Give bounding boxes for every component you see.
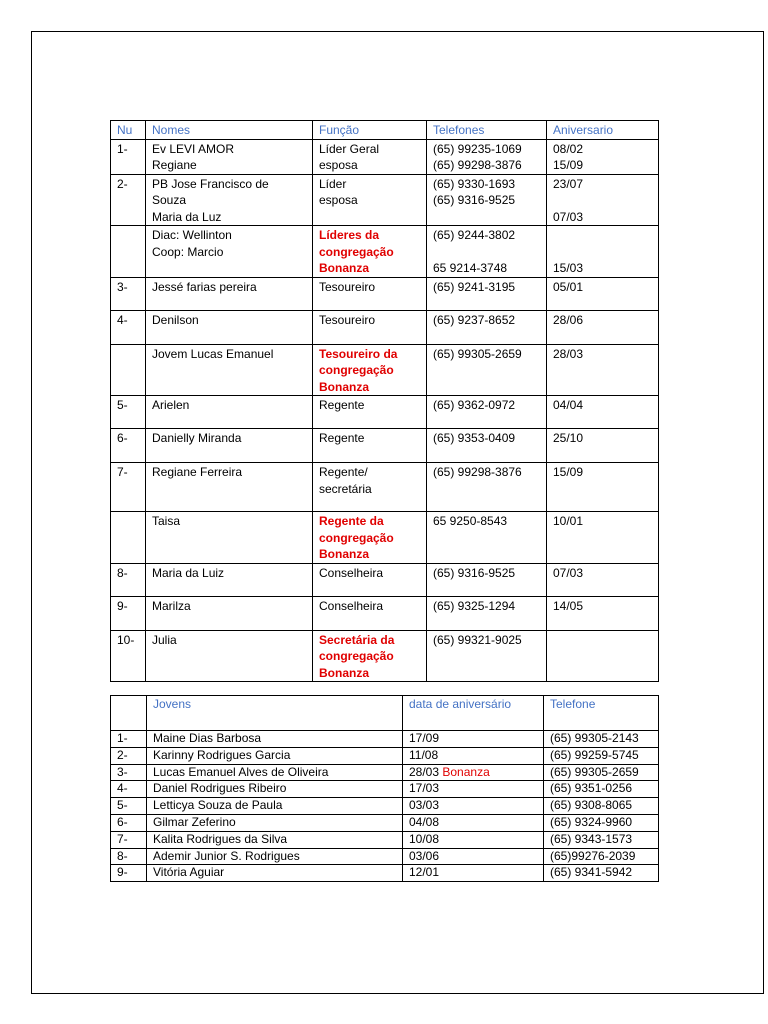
youth-cell-telefone: (65) 9343-1573 (544, 831, 659, 848)
youth-cell-data (403, 798, 544, 815)
youth-cell-nome: Vitória Aguiar (147, 865, 403, 882)
youth-date: 10/08 (409, 831, 440, 846)
youth-table-row (111, 814, 659, 831)
cell-funcao (313, 512, 427, 564)
cell-funcao (313, 139, 427, 174)
cell-telefones-line: (65) 9316-9525 (433, 193, 516, 207)
youth-date: 17/03 (409, 781, 440, 796)
youth-cell-nu: 8- (111, 848, 147, 865)
cell-funcao-line: Bonanza (319, 379, 370, 394)
leaders-table-row (111, 310, 659, 344)
cell-telefones-line: (65) 9241-3195 (433, 279, 516, 294)
cell-telefones-line: (65) 99321-9025 (433, 632, 522, 647)
cell-telefones (427, 344, 547, 396)
youth-cell-nu: 6- (111, 814, 147, 831)
cell-funcao (313, 429, 427, 463)
cell-telefones-line: (65) 9237-8652 (433, 312, 516, 327)
cell-aniversario-line: 04/04 (553, 398, 584, 412)
cell-funcao-line: Tesoureiro (319, 279, 376, 294)
youth-cell-nome: Ademir Junior S. Rodrigues (147, 848, 403, 865)
youth-table-row (111, 764, 659, 781)
cell-nu (111, 226, 146, 278)
cell-telefones (427, 277, 547, 310)
youth-cell-telefone: (65) 9324-9960 (544, 814, 659, 831)
youth-cell-data (403, 731, 544, 748)
cell-telefones (427, 429, 547, 463)
cell-funcao (313, 630, 427, 682)
youth-cell-nome: Lucas Emanuel Alves de Oliveira (147, 764, 403, 781)
cell-nu (111, 344, 146, 396)
cell-telefones (427, 630, 547, 682)
youth-cell-telefone: (65) 9351-0256 (544, 781, 659, 798)
cell-telefones-line: (65) 9353-0409 (433, 431, 516, 445)
cell-aniversario-line: 23/07 (553, 176, 584, 191)
cell-telefones-line (433, 244, 540, 261)
cell-nu: 9- (111, 596, 146, 630)
cell-funcao-line: Conselheira (319, 565, 384, 580)
cell-nomes-line: Julia (152, 632, 177, 647)
cell-funcao-line: Conselheira (319, 598, 384, 613)
cell-funcao (313, 563, 427, 596)
youth-cell-data (403, 781, 544, 798)
cell-telefones (427, 563, 547, 596)
cell-telefones-line: (65) 9244-3802 (433, 228, 516, 242)
cell-funcao-line: Regente/ (319, 465, 368, 479)
youth-header-row (111, 696, 659, 731)
leaders-table (110, 120, 659, 682)
cell-funcao-line: Líderes da (319, 228, 380, 242)
youth-date: 03/06 (409, 848, 440, 863)
cell-funcao (313, 344, 427, 396)
cell-aniversario-line: 15/03 (553, 261, 584, 275)
cell-aniversario-line: 15/09 (553, 465, 584, 479)
cell-aniversario-line: 07/03 (553, 209, 584, 224)
cell-nu (111, 512, 146, 564)
leaders-table-row (111, 344, 659, 396)
cell-nomes-line: Maria da Luiz (152, 565, 225, 580)
cell-funcao-line: Regente (319, 398, 365, 412)
leaders-table-row (111, 396, 659, 429)
youth-cell-data (403, 764, 544, 781)
cell-funcao-line: congregação (319, 649, 394, 663)
cell-aniversario-line: 08/02 (553, 141, 584, 156)
youth-table-row (111, 865, 659, 882)
youth-cell-data (403, 747, 544, 764)
cell-aniversario (547, 463, 659, 512)
header-nu: Nu (111, 121, 146, 140)
youth-date: 12/01 (409, 865, 440, 880)
cell-funcao-line: Bonanza (319, 547, 370, 561)
cell-telefones (427, 139, 547, 174)
cell-funcao-line: Bonanza (319, 665, 370, 680)
youth-cell-telefone: (65) 9341-5942 (544, 865, 659, 882)
cell-aniversario-line (553, 192, 652, 209)
cell-nomes-line: Marilza (152, 598, 191, 613)
leaders-table-row (111, 139, 659, 174)
cell-aniversario (547, 310, 659, 344)
cell-nomes (146, 344, 313, 396)
cell-funcao (313, 174, 427, 226)
cell-nomes (146, 429, 313, 463)
leaders-table-body (111, 139, 659, 682)
youth-table-row (111, 848, 659, 865)
youth-cell-nu: 7- (111, 831, 147, 848)
cell-nomes-line: Jessé farias pereira (152, 279, 257, 294)
cell-funcao-line: esposa (319, 193, 358, 207)
youth-table-row (111, 747, 659, 764)
youth-cell-nu: 5- (111, 798, 147, 815)
cell-funcao-line: congregação (319, 363, 394, 377)
youth-header-jovens: Jovens (147, 696, 403, 731)
cell-telefones (427, 174, 547, 226)
cell-telefones (427, 226, 547, 278)
cell-nomes (146, 463, 313, 512)
youth-cell-telefone: (65) 99305-2143 (544, 731, 659, 748)
cell-nu: 5- (111, 396, 146, 429)
cell-aniversario-line (553, 227, 652, 244)
cell-nu: 10- (111, 630, 146, 682)
cell-nu: 1- (111, 139, 146, 174)
cell-aniversario-line: 25/10 (553, 431, 584, 445)
youth-cell-nu: 2- (111, 747, 147, 764)
cell-aniversario (547, 226, 659, 278)
cell-funcao-line: congregação (319, 244, 394, 259)
youth-cell-nu: 3- (111, 764, 147, 781)
leaders-table-row (111, 512, 659, 564)
cell-nomes (146, 563, 313, 596)
cell-funcao-line: Líder (319, 176, 347, 191)
cell-nomes-line: Taisa (152, 514, 181, 528)
cell-aniversario-line: 14/05 (553, 598, 584, 613)
cell-nomes (146, 630, 313, 682)
cell-funcao (313, 277, 427, 310)
cell-funcao-line: Tesoureiro (319, 312, 376, 327)
cell-aniversario-line: 05/01 (553, 279, 584, 294)
youth-cell-data (403, 865, 544, 882)
header-funcao: Função (313, 121, 427, 140)
youth-date: 11/08 (409, 747, 439, 762)
youth-cell-data (403, 814, 544, 831)
youth-date: 17/09 (409, 731, 440, 745)
youth-cell-nome: Maine Dias Barbosa (147, 731, 403, 748)
cell-aniversario-line: 10/01 (553, 514, 584, 528)
cell-aniversario-line: 07/03 (553, 565, 584, 580)
cell-aniversario (547, 630, 659, 682)
youth-table-body (111, 731, 659, 882)
youth-cell-telefone: (65) 99305-2659 (544, 764, 659, 781)
cell-telefones-line: 65 9214-3748 (433, 261, 508, 275)
cell-funcao-line: esposa (319, 158, 358, 172)
cell-funcao (313, 596, 427, 630)
cell-funcao-line: Regente (319, 431, 365, 445)
cell-nomes (146, 310, 313, 344)
header-telefones: Telefones (427, 121, 547, 140)
leaders-table-row (111, 277, 659, 310)
youth-cell-data (403, 831, 544, 848)
cell-nomes-line: Coop: Marcio (152, 244, 224, 259)
cell-aniversario-line: 15/09 (553, 158, 584, 172)
youth-cell-nome: Kalita Rodrigues da Silva (147, 831, 403, 848)
leaders-table-row (111, 596, 659, 630)
cell-nomes (146, 277, 313, 310)
header-aniversario: Aniversario (547, 121, 659, 140)
youth-date: 04/08 (409, 814, 440, 829)
youth-cell-nu: 4- (111, 781, 147, 798)
cell-nomes-line: Ev LEVI AMOR (152, 141, 235, 156)
cell-nomes (146, 139, 313, 174)
cell-nomes-line: Denilson (152, 312, 199, 327)
leaders-table-row (111, 226, 659, 278)
cell-funcao-line: secretária (319, 481, 372, 496)
cell-aniversario (547, 512, 659, 564)
cell-aniversario-line: 28/03 (553, 346, 584, 361)
cell-aniversario (547, 563, 659, 596)
cell-aniversario (547, 396, 659, 429)
cell-nomes-line: Diac: Wellinton (152, 228, 232, 242)
cell-funcao-line: Bonanza (319, 261, 370, 275)
cell-nomes (146, 512, 313, 564)
cell-nomes (146, 596, 313, 630)
cell-telefones-line: (65) 99298-3876 (433, 158, 522, 172)
cell-aniversario (547, 429, 659, 463)
cell-telefones-line: (65) 99305-2659 (433, 346, 522, 361)
cell-funcao-line: Líder Geral (319, 141, 380, 156)
cell-nomes (146, 226, 313, 278)
cell-telefones-line: (65) 9362-0972 (433, 398, 516, 412)
cell-aniversario (547, 344, 659, 396)
cell-nomes-line: Regiane (152, 158, 197, 172)
youth-cell-telefone: (65) 9308-8065 (544, 798, 659, 815)
cell-nu: 7- (111, 463, 146, 512)
youth-cell-telefone: (65) 99259-5745 (544, 747, 659, 764)
youth-table-row (111, 781, 659, 798)
cell-telefones (427, 463, 547, 512)
cell-telefones-line: 65 9250-8543 (433, 514, 508, 528)
cell-telefones-line: (65) 9316-9525 (433, 565, 516, 580)
cell-telefones-line: (65) 9330-1693 (433, 176, 516, 191)
cell-nomes-line: Jovem Lucas Emanuel (152, 346, 274, 361)
cell-funcao-line: congregação (319, 530, 394, 545)
cell-nomes (146, 174, 313, 226)
youth-cell-nu: 1- (111, 731, 147, 748)
cell-nu: 2- (111, 174, 146, 226)
cell-funcao (313, 463, 427, 512)
youth-table-row (111, 831, 659, 848)
cell-nu: 3- (111, 277, 146, 310)
youth-cell-nu: 9- (111, 865, 147, 882)
cell-nomes-line: Arielen (152, 398, 190, 412)
cell-nomes-line: Danielly Miranda (152, 431, 242, 445)
youth-table-row (111, 798, 659, 815)
cell-telefones (427, 396, 547, 429)
cell-nomes-line: Maria da Luz (152, 209, 222, 224)
youth-header-telefone: Telefone (544, 696, 659, 731)
youth-table (110, 695, 659, 882)
cell-telefones (427, 310, 547, 344)
youth-header-nu (111, 696, 147, 731)
youth-cell-nome: Gilmar Zeferino (147, 814, 403, 831)
cell-nomes (146, 396, 313, 429)
cell-nu: 8- (111, 563, 146, 596)
cell-funcao (313, 310, 427, 344)
cell-aniversario (547, 277, 659, 310)
cell-aniversario (547, 596, 659, 630)
cell-telefones (427, 512, 547, 564)
leaders-table-row (111, 463, 659, 512)
cell-nu: 4- (111, 310, 146, 344)
cell-telefones (427, 596, 547, 630)
cell-aniversario-line (553, 244, 652, 261)
cell-aniversario (547, 174, 659, 226)
cell-aniversario-line: 28/06 (553, 312, 584, 327)
cell-aniversario-line (553, 632, 652, 649)
leaders-table-row (111, 174, 659, 226)
leaders-table-row (111, 630, 659, 682)
cell-nomes-line: Souza (152, 193, 187, 207)
cell-telefones-line: (65) 99298-3876 (433, 465, 522, 479)
cell-funcao-line: Tesoureiro da (319, 346, 398, 361)
cell-funcao (313, 226, 427, 278)
cell-funcao (313, 396, 427, 429)
cell-nomes-line: Regiane Ferreira (152, 465, 243, 479)
cell-telefones-line: (65) 99235-1069 (433, 141, 522, 156)
youth-cell-telefone: (65)99276-2039 (544, 848, 659, 865)
youth-date: 03/03 (409, 798, 440, 813)
cell-telefones-line: (65) 9325-1294 (433, 598, 516, 613)
cell-funcao-line: Regente da (319, 514, 384, 528)
youth-header-data: data de aniversário (403, 696, 544, 731)
youth-table-row (111, 731, 659, 748)
cell-nu: 6- (111, 429, 146, 463)
youth-cell-nome: Karinny Rodrigues Garcia (147, 747, 403, 764)
cell-aniversario (547, 139, 659, 174)
youth-cell-nome: Daniel Rodrigues Ribeiro (147, 781, 403, 798)
leaders-header-row (111, 121, 659, 140)
youth-date: 28/03 (409, 764, 440, 779)
youth-cell-nome: Letticya Souza de Paula (147, 798, 403, 815)
cell-funcao-line: Secretária da (319, 632, 395, 647)
leaders-table-row (111, 429, 659, 463)
youth-cell-data (403, 848, 544, 865)
youth-date-note: Bonanza (442, 764, 490, 779)
cell-nomes-line: PB Jose Francisco de (152, 176, 269, 191)
header-nomes: Nomes (146, 121, 313, 140)
leaders-table-row (111, 563, 659, 596)
